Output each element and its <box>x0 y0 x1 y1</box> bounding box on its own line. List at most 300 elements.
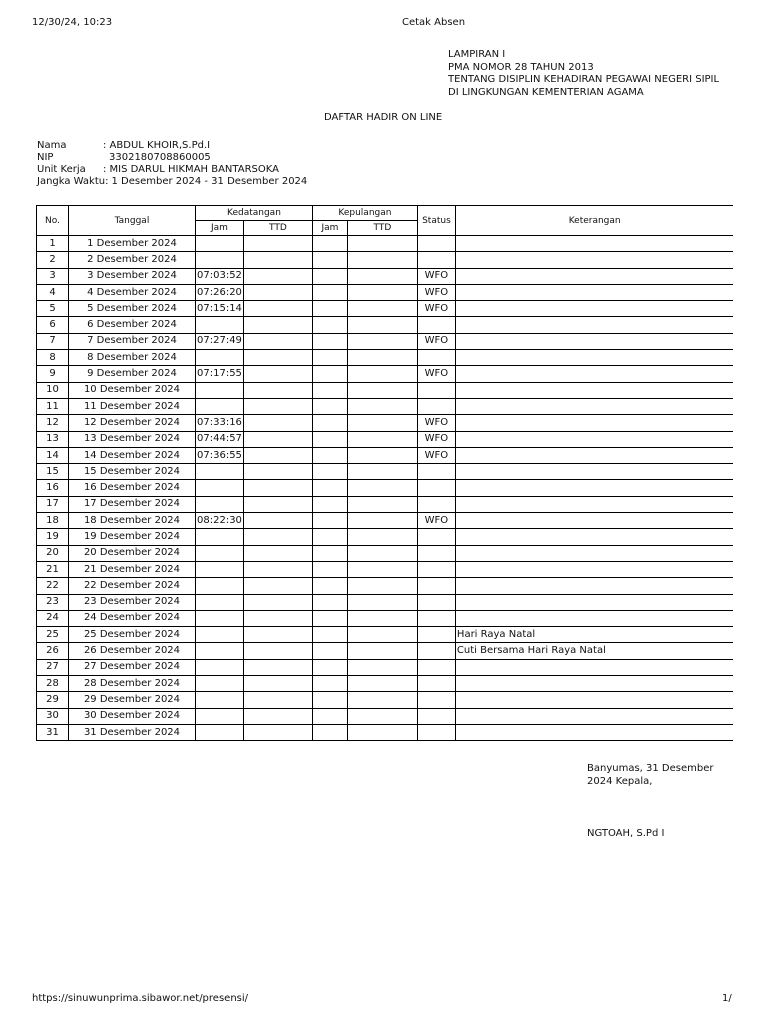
cell-date: 21 Desember 2024 <box>69 561 196 577</box>
cell-arrival-time <box>196 594 244 610</box>
table-header-row <box>37 206 734 221</box>
header-arrival-signature: TTD <box>243 221 312 236</box>
cell-no: 8 <box>37 350 69 366</box>
cell-departure-time <box>312 301 347 317</box>
cell-status: WFO <box>417 447 455 463</box>
cell-arrival-signature <box>243 529 312 545</box>
cell-departure-time <box>312 513 347 529</box>
nip-label: NIP <box>37 152 54 163</box>
cell-status <box>417 676 455 692</box>
cell-no: 6 <box>37 317 69 333</box>
cell-arrival-signature <box>243 627 312 643</box>
cell-departure-signature <box>347 268 417 284</box>
cell-arrival-signature <box>243 431 312 447</box>
cell-no: 4 <box>37 284 69 300</box>
table-row <box>37 268 734 284</box>
cell-departure-time <box>312 610 347 626</box>
attendance-table <box>36 205 733 741</box>
header-departure-signature: TTD <box>347 221 417 236</box>
cell-arrival-signature <box>243 350 312 366</box>
cell-departure-time <box>312 561 347 577</box>
table-row <box>37 627 734 643</box>
header-no: No. <box>37 206 69 236</box>
table-row <box>37 496 734 512</box>
cell-departure-time <box>312 268 347 284</box>
cell-remark <box>455 692 733 708</box>
cell-no: 22 <box>37 578 69 594</box>
header-date: Tanggal <box>69 206 196 236</box>
cell-date: 30 Desember 2024 <box>69 708 196 724</box>
cell-departure-time <box>312 447 347 463</box>
cell-remark <box>455 350 733 366</box>
cell-remark <box>455 415 733 431</box>
cell-no: 7 <box>37 333 69 349</box>
cell-departure-time <box>312 317 347 333</box>
cell-date: 12 Desember 2024 <box>69 415 196 431</box>
table-row <box>37 431 734 447</box>
cell-no: 25 <box>37 627 69 643</box>
cell-date: 23 Desember 2024 <box>69 594 196 610</box>
cell-arrival-signature <box>243 545 312 561</box>
cell-arrival-time <box>196 464 244 480</box>
cell-departure-time <box>312 529 347 545</box>
cell-remark <box>455 529 733 545</box>
identity-row-nip <box>37 152 307 164</box>
identity-row-name <box>37 140 307 152</box>
unit-label: Unit Kerja <box>37 164 86 175</box>
cell-date: 20 Desember 2024 <box>69 545 196 561</box>
cell-arrival-time <box>196 627 244 643</box>
cell-arrival-time <box>196 545 244 561</box>
cell-status <box>417 480 455 496</box>
cell-departure-time <box>312 594 347 610</box>
cell-remark <box>455 545 733 561</box>
cell-departure-signature <box>347 496 417 512</box>
cell-remark <box>455 594 733 610</box>
cell-status <box>417 382 455 398</box>
table-row <box>37 676 734 692</box>
cell-arrival-signature <box>243 366 312 382</box>
table-row <box>37 382 734 398</box>
footer-page-number: 1/ <box>722 993 732 1004</box>
cell-departure-signature <box>347 545 417 561</box>
table-row <box>37 545 734 561</box>
cell-status <box>417 496 455 512</box>
cell-departure-time <box>312 578 347 594</box>
cell-status <box>417 627 455 643</box>
cell-date: 6 Desember 2024 <box>69 317 196 333</box>
cell-no: 3 <box>37 268 69 284</box>
cell-arrival-time: 07:36:55 <box>196 447 244 463</box>
cell-date: 18 Desember 2024 <box>69 513 196 529</box>
table-row <box>37 398 734 414</box>
cell-status <box>417 398 455 414</box>
cell-departure-signature <box>347 415 417 431</box>
cell-remark <box>455 724 733 740</box>
table-row <box>37 317 734 333</box>
name-value: : ABDUL KHOIR,S.Pd.I <box>103 140 211 151</box>
cell-status: WFO <box>417 415 455 431</box>
cell-departure-signature <box>347 447 417 463</box>
cell-departure-signature <box>347 431 417 447</box>
cell-arrival-time <box>196 317 244 333</box>
cell-status: WFO <box>417 333 455 349</box>
cell-remark <box>455 676 733 692</box>
cell-arrival-signature <box>243 301 312 317</box>
signature-place-date: Banyumas, 31 Desember 2024 Kepala, <box>587 763 714 787</box>
cell-remark <box>455 252 733 268</box>
cell-arrival-signature <box>243 610 312 626</box>
cell-date: 3 Desember 2024 <box>69 268 196 284</box>
cell-departure-signature <box>347 578 417 594</box>
cell-no: 1 <box>37 236 69 252</box>
cell-remark <box>455 317 733 333</box>
cell-status <box>417 610 455 626</box>
cell-arrival-time <box>196 480 244 496</box>
cell-status <box>417 464 455 480</box>
cell-status <box>417 529 455 545</box>
cell-arrival-signature <box>243 659 312 675</box>
table-row <box>37 350 734 366</box>
name-label: Nama <box>37 140 67 151</box>
cell-date: 8 Desember 2024 <box>69 350 196 366</box>
print-datetime: 12/30/24, 10:23 <box>32 17 113 28</box>
cell-arrival-signature <box>243 561 312 577</box>
cell-departure-signature <box>347 676 417 692</box>
table-row <box>37 301 734 317</box>
cell-arrival-signature <box>243 236 312 252</box>
cell-no: 26 <box>37 643 69 659</box>
cell-departure-time <box>312 676 347 692</box>
cell-remark <box>455 301 733 317</box>
cell-date: 17 Desember 2024 <box>69 496 196 512</box>
cell-arrival-time <box>196 643 244 659</box>
cell-status <box>417 317 455 333</box>
cell-no: 27 <box>37 659 69 675</box>
cell-remark <box>455 333 733 349</box>
cell-arrival-time <box>196 382 244 398</box>
cell-departure-signature <box>347 464 417 480</box>
cell-remark <box>455 382 733 398</box>
cell-status <box>417 643 455 659</box>
cell-status <box>417 545 455 561</box>
cell-arrival-time: 07:17:55 <box>196 366 244 382</box>
table-row <box>37 513 734 529</box>
cell-arrival-time: 08:22:30 <box>196 513 244 529</box>
cell-date: 15 Desember 2024 <box>69 464 196 480</box>
cell-arrival-signature <box>243 382 312 398</box>
cell-departure-signature <box>347 708 417 724</box>
table-row <box>37 659 734 675</box>
document-title: DAFTAR HADIR ON LINE <box>324 112 443 123</box>
cell-arrival-signature <box>243 415 312 431</box>
table-row <box>37 610 734 626</box>
cell-arrival-time <box>196 676 244 692</box>
header-departure: Kepulangan <box>312 206 417 221</box>
header-departure-time: Jam <box>312 221 347 236</box>
annex-line: TENTANG DISIPLIN KEHADIRAN PEGAWAI NEGERI SIPIL <box>448 74 720 85</box>
cell-no: 20 <box>37 545 69 561</box>
cell-remark <box>455 496 733 512</box>
cell-departure-time <box>312 496 347 512</box>
cell-no: 10 <box>37 382 69 398</box>
cell-arrival-signature <box>243 268 312 284</box>
cell-arrival-time <box>196 659 244 675</box>
print-title: Cetak Absen <box>402 17 466 28</box>
cell-date: 19 Desember 2024 <box>69 529 196 545</box>
table-row <box>37 252 734 268</box>
cell-remark <box>455 610 733 626</box>
table-row <box>37 692 734 708</box>
cell-status <box>417 561 455 577</box>
cell-arrival-signature <box>243 333 312 349</box>
cell-no: 16 <box>37 480 69 496</box>
cell-departure-time <box>312 431 347 447</box>
header-remarks: Keterangan <box>455 206 733 236</box>
cell-arrival-signature <box>243 578 312 594</box>
table-row <box>37 236 734 252</box>
cell-date: 31 Desember 2024 <box>69 724 196 740</box>
cell-arrival-signature <box>243 447 312 463</box>
cell-no: 31 <box>37 724 69 740</box>
cell-departure-signature <box>347 333 417 349</box>
cell-remark <box>455 480 733 496</box>
cell-remark <box>455 561 733 577</box>
table-row <box>37 708 734 724</box>
cell-arrival-time <box>196 692 244 708</box>
cell-date: 16 Desember 2024 <box>69 480 196 496</box>
table-row <box>37 529 734 545</box>
cell-arrival-signature <box>243 708 312 724</box>
cell-departure-time <box>312 252 347 268</box>
cell-status: WFO <box>417 301 455 317</box>
cell-arrival-time: 07:33:16 <box>196 415 244 431</box>
cell-departure-time <box>312 627 347 643</box>
cell-arrival-signature <box>243 464 312 480</box>
signature-name: NGTOAH, S.Pd I <box>587 828 665 839</box>
cell-no: 14 <box>37 447 69 463</box>
cell-departure-time <box>312 708 347 724</box>
cell-no: 18 <box>37 513 69 529</box>
cell-remark: Cuti Bersama Hari Raya Natal <box>455 643 733 659</box>
cell-departure-time <box>312 398 347 414</box>
cell-status: WFO <box>417 284 455 300</box>
cell-arrival-signature <box>243 496 312 512</box>
cell-departure-signature <box>347 529 417 545</box>
cell-status <box>417 692 455 708</box>
table-row <box>37 561 734 577</box>
cell-departure-time <box>312 643 347 659</box>
cell-arrival-signature <box>243 676 312 692</box>
header-arrival-time: Jam <box>196 221 244 236</box>
cell-arrival-signature <box>243 643 312 659</box>
table-row <box>37 464 734 480</box>
cell-departure-signature <box>347 284 417 300</box>
cell-status <box>417 252 455 268</box>
cell-arrival-time: 07:26:20 <box>196 284 244 300</box>
cell-status <box>417 708 455 724</box>
header-status: Status <box>417 206 455 236</box>
cell-status: WFO <box>417 268 455 284</box>
cell-no: 5 <box>37 301 69 317</box>
employee-identity <box>37 140 307 188</box>
cell-no: 2 <box>37 252 69 268</box>
cell-no: 17 <box>37 496 69 512</box>
cell-departure-signature <box>347 236 417 252</box>
cell-date: 26 Desember 2024 <box>69 643 196 659</box>
identity-row-unit <box>37 164 307 176</box>
cell-no: 28 <box>37 676 69 692</box>
table-row <box>37 333 734 349</box>
cell-date: 4 Desember 2024 <box>69 284 196 300</box>
cell-departure-signature <box>347 610 417 626</box>
cell-arrival-signature <box>243 480 312 496</box>
header-arrival: Kedatangan <box>196 206 313 221</box>
cell-departure-signature <box>347 659 417 675</box>
cell-date: 11 Desember 2024 <box>69 398 196 414</box>
cell-date: 27 Desember 2024 <box>69 659 196 675</box>
cell-arrival-signature <box>243 692 312 708</box>
cell-remark <box>455 236 733 252</box>
cell-remark <box>455 447 733 463</box>
cell-date: 2 Desember 2024 <box>69 252 196 268</box>
cell-remark <box>455 431 733 447</box>
cell-departure-time <box>312 236 347 252</box>
cell-remark <box>455 366 733 382</box>
cell-departure-signature <box>347 594 417 610</box>
table-row <box>37 284 734 300</box>
cell-date: 28 Desember 2024 <box>69 676 196 692</box>
cell-date: 24 Desember 2024 <box>69 610 196 626</box>
cell-departure-signature <box>347 724 417 740</box>
cell-remark: Hari Raya Natal <box>455 627 733 643</box>
table-row <box>37 578 734 594</box>
cell-departure-time <box>312 366 347 382</box>
nip-value: 3302180708860005 <box>109 152 211 163</box>
cell-date: 29 Desember 2024 <box>69 692 196 708</box>
cell-status: WFO <box>417 366 455 382</box>
cell-status <box>417 578 455 594</box>
cell-departure-time <box>312 692 347 708</box>
cell-departure-time <box>312 333 347 349</box>
period-value: 1 Desember 2024 - 31 Desember 2024 <box>111 176 308 187</box>
cell-no: 24 <box>37 610 69 626</box>
footer-url: https://sinuwunprima.sibawor.net/presensi/ <box>32 993 249 1004</box>
cell-arrival-time <box>196 252 244 268</box>
cell-no: 21 <box>37 561 69 577</box>
cell-remark <box>455 268 733 284</box>
cell-date: 1 Desember 2024 <box>69 236 196 252</box>
cell-arrival-signature <box>243 513 312 529</box>
cell-remark <box>455 464 733 480</box>
cell-arrival-time <box>196 350 244 366</box>
annex-line: PMA NOMOR 28 TAHUN 2013 <box>448 61 594 73</box>
cell-date: 7 Desember 2024 <box>69 333 196 349</box>
cell-arrival-signature <box>243 724 312 740</box>
cell-arrival-time <box>196 578 244 594</box>
cell-departure-time <box>312 724 347 740</box>
cell-departure-signature <box>347 382 417 398</box>
cell-arrival-signature <box>243 284 312 300</box>
cell-no: 23 <box>37 594 69 610</box>
cell-status <box>417 594 455 610</box>
cell-no: 30 <box>37 708 69 724</box>
cell-date: 13 Desember 2024 <box>69 431 196 447</box>
annex-block <box>448 49 719 99</box>
cell-no: 19 <box>37 529 69 545</box>
cell-departure-time <box>312 480 347 496</box>
cell-arrival-time: 07:03:52 <box>196 268 244 284</box>
cell-remark <box>455 284 733 300</box>
cell-departure-time <box>312 464 347 480</box>
cell-status <box>417 236 455 252</box>
cell-remark <box>455 513 733 529</box>
cell-arrival-time: 07:15:14 <box>196 301 244 317</box>
cell-arrival-time <box>196 610 244 626</box>
annex-line: LAMPIRAN I <box>448 49 506 60</box>
cell-arrival-signature <box>243 398 312 414</box>
cell-arrival-time: 07:44:57 <box>196 431 244 447</box>
cell-departure-signature <box>347 350 417 366</box>
cell-no: 13 <box>37 431 69 447</box>
cell-no: 15 <box>37 464 69 480</box>
cell-departure-signature <box>347 480 417 496</box>
cell-arrival-time <box>196 724 244 740</box>
cell-departure-time <box>312 284 347 300</box>
cell-status <box>417 659 455 675</box>
cell-date: 10 Desember 2024 <box>69 382 196 398</box>
cell-departure-time <box>312 382 347 398</box>
table-row <box>37 447 734 463</box>
cell-departure-signature <box>347 366 417 382</box>
cell-departure-signature <box>347 301 417 317</box>
cell-no: 11 <box>37 398 69 414</box>
cell-departure-time <box>312 659 347 675</box>
cell-arrival-time <box>196 496 244 512</box>
cell-remark <box>455 578 733 594</box>
table-body <box>37 236 734 741</box>
cell-date: 25 Desember 2024 <box>69 627 196 643</box>
cell-arrival-signature <box>243 594 312 610</box>
cell-arrival-time <box>196 708 244 724</box>
cell-departure-signature <box>347 643 417 659</box>
cell-status: WFO <box>417 431 455 447</box>
cell-status <box>417 724 455 740</box>
cell-arrival-signature <box>243 252 312 268</box>
cell-status: WFO <box>417 513 455 529</box>
cell-date: 14 Desember 2024 <box>69 447 196 463</box>
identity-row-period <box>37 176 307 188</box>
cell-date: 22 Desember 2024 <box>69 578 196 594</box>
cell-departure-signature <box>347 398 417 414</box>
cell-remark <box>455 659 733 675</box>
cell-date: 9 Desember 2024 <box>69 366 196 382</box>
cell-arrival-time <box>196 236 244 252</box>
cell-remark <box>455 398 733 414</box>
cell-no: 29 <box>37 692 69 708</box>
cell-arrival-signature <box>243 317 312 333</box>
cell-departure-time <box>312 350 347 366</box>
cell-status <box>417 350 455 366</box>
annex-line: DI LINGKUNGAN KEMENTERIAN AGAMA <box>448 86 644 98</box>
cell-departure-time <box>312 415 347 431</box>
cell-arrival-time <box>196 561 244 577</box>
table-row <box>37 643 734 659</box>
table-row <box>37 724 734 740</box>
cell-arrival-time <box>196 529 244 545</box>
cell-departure-time <box>312 545 347 561</box>
table-row <box>37 366 734 382</box>
